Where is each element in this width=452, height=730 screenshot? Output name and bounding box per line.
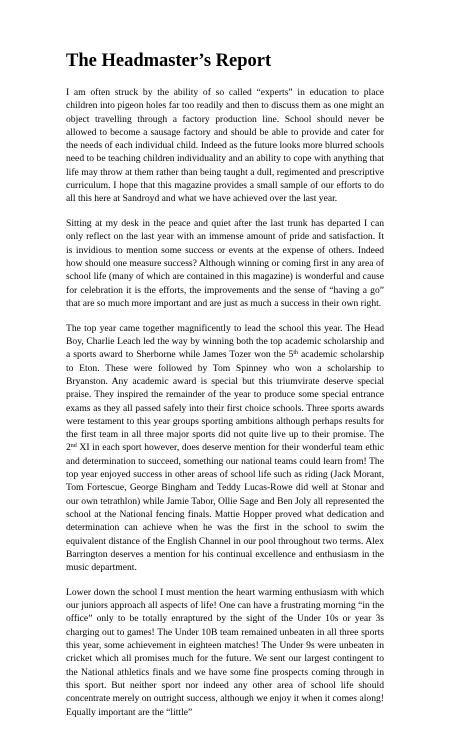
page-title: The Headmaster’s Report (66, 51, 272, 71)
paragraph-text: Sitting at my desk in the peace and quiet after the last trunk has departed I can only reflect on the last year with an immense amount of pride and satisfaction. It is invidious to mention some success or events at the expense of others. Indeed how should one measure success? Although winning or coming first in any area of school life (many of which are contained in this magazine) is wonderful and cause for celebration it is the efforts, the improvements and the sense of “having a go” that are so much more important and are just as much a success in their own right. (66, 218, 384, 309)
report-body (66, 86, 384, 730)
ordinal-suffix: th (293, 350, 298, 357)
paragraph-text: The top year came together magnificently to lead the school this year. The Head Boy, Charlie Leach led the way by winning both the top academic scholarship and a sports award to Sherborne while James Tozer won the 5 (66, 322, 384, 361)
body-paragraph (66, 322, 384, 575)
body-paragraph (66, 217, 384, 310)
paragraph-text: Lower down the school I must mention the heart warming enthusiasm with which our juniors approach all aspects of life! One can have a frustrating morning “in the office” only to be totally enraptured by the sight of the Under 10s or year 3s charging out to games! The Under 10B team remained unbeaten in all three sports this year, some achievement in eighteen matches! The Under 9s were unbeaten in cricket which all promises much for the future. We sent our largest contingent to the National athletics finals and we have some fine prospects coming through in this sport. But neither sport nor indeed any other area of school life should concentrate merely on outright success, although we enjoy it when it comes along! Equally important are the “little” (66, 586, 384, 718)
paragraph-text: XI in each sport however, does deserve mention for their wonderful team ethic and determination to succeed, something our national teams could learn from! The top year enjoyed success in other areas of school life such as riding (Jack Morant, Tom Fortescue, George Bingham and Teddy Lucas-Rowe did well at Stonar and our own tetrathlon) while Jamie Tabor, Ollie Sage and Ben Joly all represented the school at the National fencing finals. Mattie Hopper proved what dedication and determination can achieve when he was the first in the school to swim the equivalent distance of the English Channel in our pool throughout two terms. Alex Barrington deserves a mention for his continual excellence and enthusiasm in the music department. (66, 442, 384, 574)
paragraph-text: academic scholarship to Eton. These were followed by Tom Spinney who won a scholarship to Bryanston. Any academic award is special but this triumvirate deserve special praise. They inspired the remainder of the year to produce some special entrance exams as they all passed safely into their first choice schools. Three sports awards were testament to this year groups sporting ambitions although perhaps results for the first team in all three major sports did not quite live up to their promise. The 2 (66, 349, 384, 454)
body-paragraph (66, 86, 384, 206)
body-paragraph (66, 586, 384, 719)
paragraph-text: I am often struck by the ability of so called “experts” in education to place children into pigeon holes far too readily and then to discuss them as one might an object travelling through a factory production line. School should never be allowed to become a sausage factory and should be able to provide and cater for the needs of each individual child. Indeed as the future looks more blurred schools need to be teaching children individuality and an ability to cope with anything that life may throw at them rather than being taught a dull, regimented and prescriptive curriculum. I hope that this magazine provides a small sample of our efforts to do all this here at Sandroyd and what we have achieved over the last year. (66, 87, 384, 205)
ordinal-suffix: nd (70, 443, 77, 450)
